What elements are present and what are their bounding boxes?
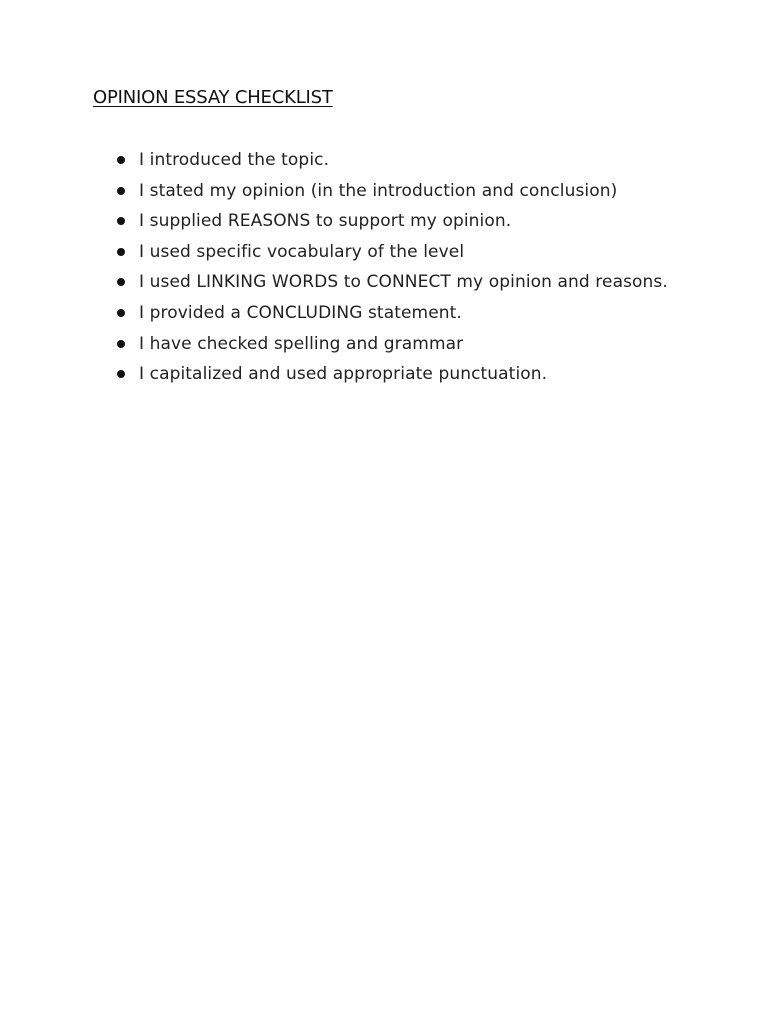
checklist-item-text: I supplied REASONS to support my opinion. xyxy=(139,211,512,232)
bullet-icon xyxy=(117,248,125,256)
checklist-item-text: I used LINKING WORDS to CONNECT my opinion and reasons. xyxy=(139,272,668,293)
checklist-item-text: I used specific vocabulary of the level xyxy=(139,241,465,262)
checklist-item-text: I have checked spelling and grammar xyxy=(139,333,464,354)
checklist-item xyxy=(117,176,677,207)
checklist-item xyxy=(117,267,677,298)
bullet-icon xyxy=(117,370,125,378)
bullet-icon xyxy=(117,156,125,164)
bullet-icon xyxy=(117,278,125,286)
document-title: OPINION ESSAY CHECKLIST xyxy=(93,87,333,108)
checklist-item-text: I introduced the topic. xyxy=(139,150,330,170)
checklist-item-text: I provided a CONCLUDING statement. xyxy=(139,302,462,323)
bullet-icon xyxy=(117,187,125,195)
checklist-item xyxy=(117,145,677,176)
checklist-item xyxy=(117,237,677,268)
bullet-icon xyxy=(117,217,125,225)
checklist-item-text: I stated my opinion (in the introduction and conclusion) xyxy=(139,180,618,201)
checklist-item xyxy=(117,206,677,237)
checklist-item xyxy=(117,359,677,390)
bullet-icon xyxy=(117,309,125,317)
checklist-item-text: I capitalized and used appropriate punctuation. xyxy=(139,364,548,385)
checklist-item xyxy=(117,298,677,329)
checklist-item xyxy=(117,329,677,360)
bullet-icon xyxy=(117,340,125,348)
checklist xyxy=(117,145,677,390)
